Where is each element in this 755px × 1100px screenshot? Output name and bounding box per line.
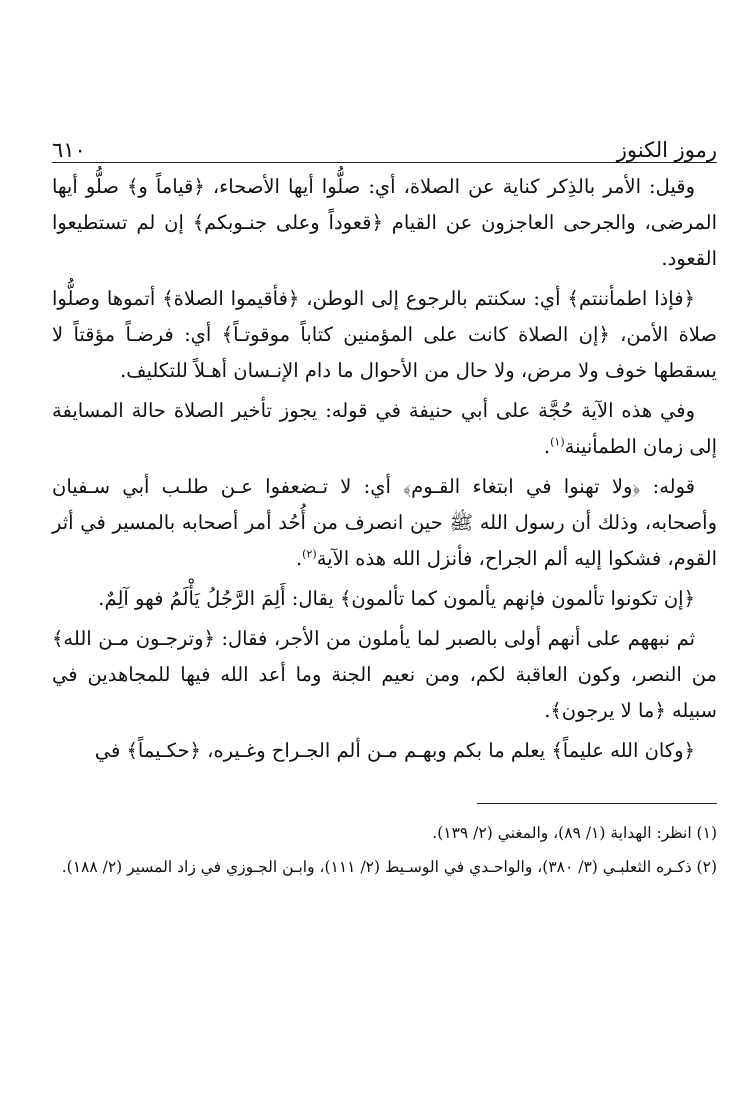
paragraph-text: قوله: ﴿ولا تهنوا في ابتغاء القـوم﴾ أي: لا تـضعفوا عـن طلـب أبي سـفيان وأصحابه، وذلك أن رسول الله ﷺ حين انصرف من أُحُد أمر أصحابه بالمسير في أثر القوم، فشكوا إليه ألم الجراح، فأنزل الله هذه الآية (52, 475, 717, 570)
paragraph (52, 469, 717, 577)
paragraph: وقيل: الأمر بالذِكر كناية عن الصلاة، أي: صلُّوا أيها الأصحاء، ﴿قياماً و﴾ صلُّو أيها المرضى، والجرحى العاجزون عن القيام ﴿قعوداً وعلى جنـوبكم﴾ إن لم تستطيعوا القعود. (52, 175, 717, 270)
footnote-ref[interactable]: (١) (550, 435, 565, 449)
paragraph: ﴿إن تكونوا تألمون فإنهم يألمون كما تألمون﴾ يقال: أَلِمَ الرَّجُلُ يَأْلَمُ فهو آلِمٌ. (98, 587, 695, 610)
paragraph-end: . (295, 547, 303, 570)
footnote: (٢) ذكـره الثعلبـي (٣/ ٣٨٠)، والواحـدي في الوسـيط (٢/ ١١١)، وابـن الجـوزي في زاد المسير (٢/ ١٨٨). (61, 858, 717, 876)
header-title: رموز الكنوز (616, 138, 717, 162)
paragraph: ثم نبههم على أنهم أولى بالصبر لما يأملون من الأجر، فقال: ﴿وترجـون مـن الله﴾ من النصر، وكون العاقبة لكم، ومن نعيم الجنة وما أعد الله فيها للمجاهدين في سبيله ﴿ما لا يرجون﴾. (52, 627, 717, 722)
footnote-divider (477, 803, 717, 804)
page (52, 128, 717, 886)
footnote: (١) انظر: الهداية (١/ ٨٩)، والمغني (٢/ ١٣٩). (432, 824, 717, 842)
running-header (52, 128, 717, 163)
footnotes (52, 818, 717, 882)
paragraph-text: وفي هذه الآية حُجَّة على أبي حنيفة في قوله: يجوز تأخير الصلاة حالة المسايفة إلى زمان الطمأنينة (52, 399, 717, 458)
page-number: ٦١٠ (52, 138, 86, 162)
body-text (52, 169, 717, 769)
paragraph: ﴿فإذا اطمأننتم﴾ أي: سكنتم بالرجوع إلى الوطن، ﴿فأقيموا الصلاة﴾ أتموها وصلُّوا صلاة الأمن، ﴿إن الصلاة كانت على المؤمنين كتاباً موقوتـاً﴾ أي: فرضـاً مؤقتاً لا يسقطها خوف ولا مرض، ولا حال من الأحوال ما دام الإنـسان أهـلاً للتكليف. (52, 287, 717, 382)
paragraph (52, 393, 717, 465)
footnote-ref[interactable]: (٢) (302, 547, 317, 561)
paragraph: ﴿وكان الله عليماً﴾ يعلم ما بكم وبهـم مـن ألم الجـراح وغـيره، ﴿حكـيماً﴾ في (94, 739, 695, 762)
paragraph-end: . (543, 435, 551, 458)
